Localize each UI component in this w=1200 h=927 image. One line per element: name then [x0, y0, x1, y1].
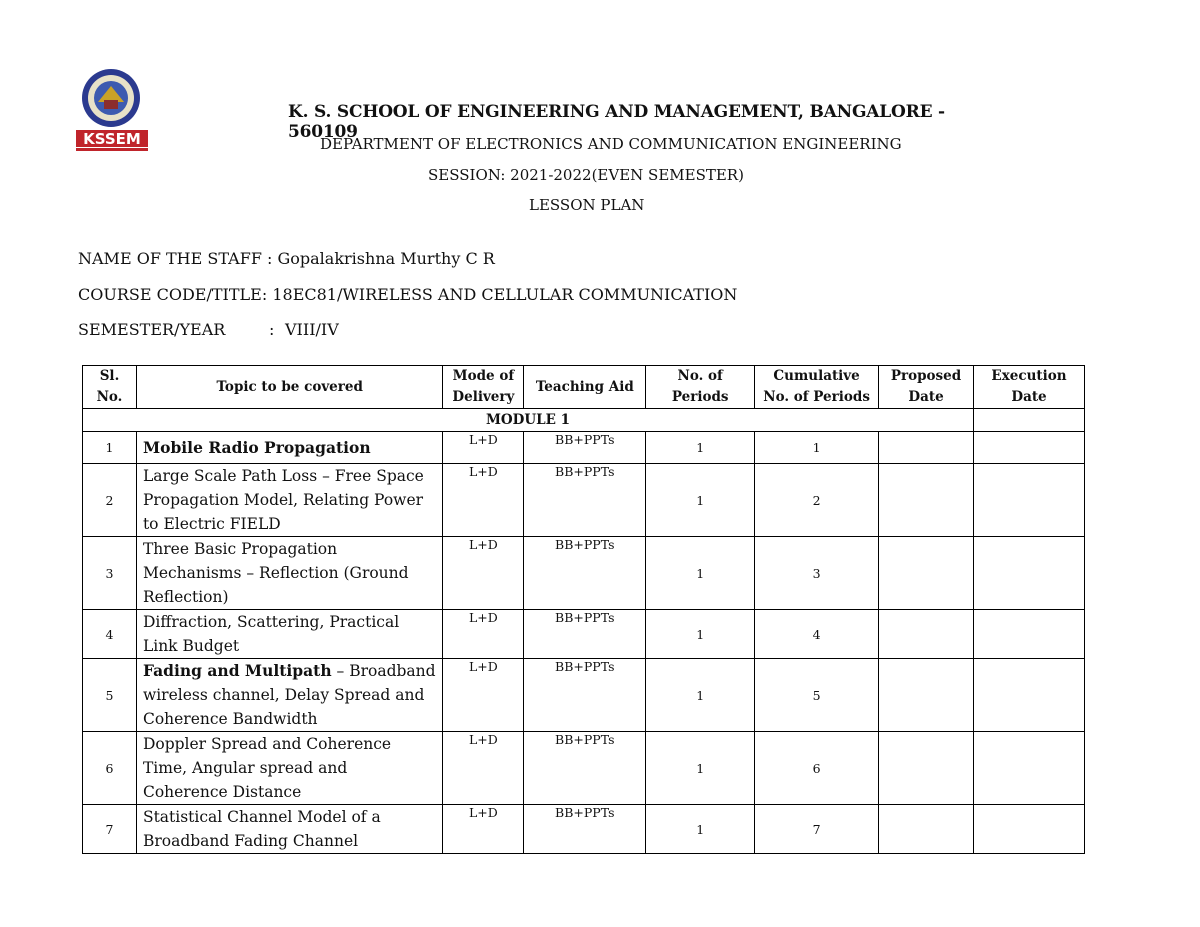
row-mode: L+D	[443, 432, 524, 464]
row-periods: 1	[646, 732, 755, 805]
staff-label: NAME OF THE STAFF :	[78, 249, 273, 268]
row-mode: L+D	[443, 659, 524, 732]
course-label: COURSE CODE/TITLE:	[78, 285, 268, 304]
row-sl: 3	[83, 537, 137, 610]
module-row	[83, 409, 1085, 432]
header-mode: Mode of Delivery	[443, 366, 524, 409]
row-sl: 4	[83, 610, 137, 659]
table-row	[83, 464, 1085, 537]
row-aid: BB+PPTs	[524, 537, 646, 610]
row-proposed-date	[879, 659, 974, 732]
row-proposed-date	[879, 432, 974, 464]
row-sl: 7	[83, 805, 137, 854]
row-execution-date	[974, 732, 1085, 805]
session-line: SESSION: 2021-2022(EVEN SEMESTER)	[428, 166, 744, 184]
row-proposed-date	[879, 537, 974, 610]
row-aid: BB+PPTs	[524, 732, 646, 805]
row-mode: L+D	[443, 464, 524, 537]
college-name: K. S. SCHOOL OF ENGINEERING AND MANAGEMENT, BANGALORE - 560109	[288, 102, 945, 142]
row-mode: L+D	[443, 732, 524, 805]
row-proposed-date	[879, 464, 974, 537]
table-row	[83, 805, 1085, 854]
row-topic: Diffraction, Scattering, Practical Link Budget	[136, 610, 442, 659]
row-execution-date	[974, 805, 1085, 854]
table-row	[83, 432, 1085, 464]
row-proposed-date	[879, 610, 974, 659]
row-cumulative: 1	[755, 432, 879, 464]
row-aid: BB+PPTs	[524, 432, 646, 464]
row-periods: 1	[646, 610, 755, 659]
header-proposed: Proposed Date	[879, 366, 974, 409]
course-line	[78, 285, 737, 304]
row-aid: BB+PPTs	[524, 805, 646, 854]
row-cumulative: 7	[755, 805, 879, 854]
semester-label: SEMESTER/YEAR	[78, 320, 226, 339]
course-value: 18EC81/WIRELESS AND CELLULAR COMMUNICATION	[272, 285, 738, 304]
row-cumulative: 6	[755, 732, 879, 805]
semester-separator: :	[269, 320, 275, 339]
row-execution-date	[974, 432, 1085, 464]
row-periods: 1	[646, 805, 755, 854]
row-sl: 1	[83, 432, 137, 464]
table-row	[83, 732, 1085, 805]
row-aid: BB+PPTs	[524, 659, 646, 732]
header-execution: Execution Date	[974, 366, 1085, 409]
row-sl: 2	[83, 464, 137, 537]
header-sl: Sl. No.	[83, 366, 137, 409]
row-topic: Large Scale Path Loss – Free Space Propagation Model, Relating Power to Electric FIELD	[136, 464, 442, 537]
header-topic: Topic to be covered	[136, 366, 442, 409]
row-periods: 1	[646, 464, 755, 537]
row-periods: 1	[646, 432, 755, 464]
row-proposed-date	[879, 805, 974, 854]
row-periods: 1	[646, 659, 755, 732]
row-topic: Three Basic Propagation Mechanisms – Reflection (Ground Reflection)	[136, 537, 442, 610]
document-title: LESSON PLAN	[529, 196, 645, 214]
header-aid: Teaching Aid	[524, 366, 646, 409]
row-topic: Fading and Multipath – Broadband wireless channel, Delay Spread and Coherence Bandwidth	[136, 659, 442, 732]
semester-line	[78, 320, 339, 339]
row-topic: Doppler Spread and Coherence Time, Angular spread and Coherence Distance	[136, 732, 442, 805]
row-execution-date	[974, 537, 1085, 610]
lesson-plan-table	[82, 365, 1085, 854]
row-execution-date	[974, 659, 1085, 732]
row-cumulative: 2	[755, 464, 879, 537]
department-name: DEPARTMENT OF ELECTRONICS AND COMMUNICATION ENGINEERING	[320, 135, 902, 153]
module-label: MODULE 1	[83, 409, 974, 432]
row-topic: Mobile Radio Propagation	[136, 432, 442, 464]
row-proposed-date	[879, 732, 974, 805]
row-cumulative: 4	[755, 610, 879, 659]
table-header-row	[83, 366, 1085, 409]
semester-value: VIII/IV	[285, 320, 339, 339]
table-row	[83, 659, 1085, 732]
row-execution-date	[974, 610, 1085, 659]
table-row	[83, 610, 1085, 659]
college-logo	[74, 68, 150, 154]
staff-value: Gopalakrishna Murthy C R	[277, 249, 495, 268]
logo-text: KSSEM	[83, 130, 141, 148]
row-cumulative: 5	[755, 659, 879, 732]
row-sl: 5	[83, 659, 137, 732]
staff-line	[78, 249, 495, 268]
header-cumulative: Cumulative No. of Periods	[755, 366, 879, 409]
row-execution-date	[974, 464, 1085, 537]
row-topic: Statistical Channel Model of a Broadband Fading Channel	[136, 805, 442, 854]
row-cumulative: 3	[755, 537, 879, 610]
row-mode: L+D	[443, 537, 524, 610]
seal-icon	[74, 68, 150, 154]
table-row	[83, 537, 1085, 610]
row-sl: 6	[83, 732, 137, 805]
row-periods: 1	[646, 537, 755, 610]
row-mode: L+D	[443, 805, 524, 854]
row-aid: BB+PPTs	[524, 464, 646, 537]
row-aid: BB+PPTs	[524, 610, 646, 659]
row-mode: L+D	[443, 610, 524, 659]
header-periods: No. of Periods	[646, 366, 755, 409]
